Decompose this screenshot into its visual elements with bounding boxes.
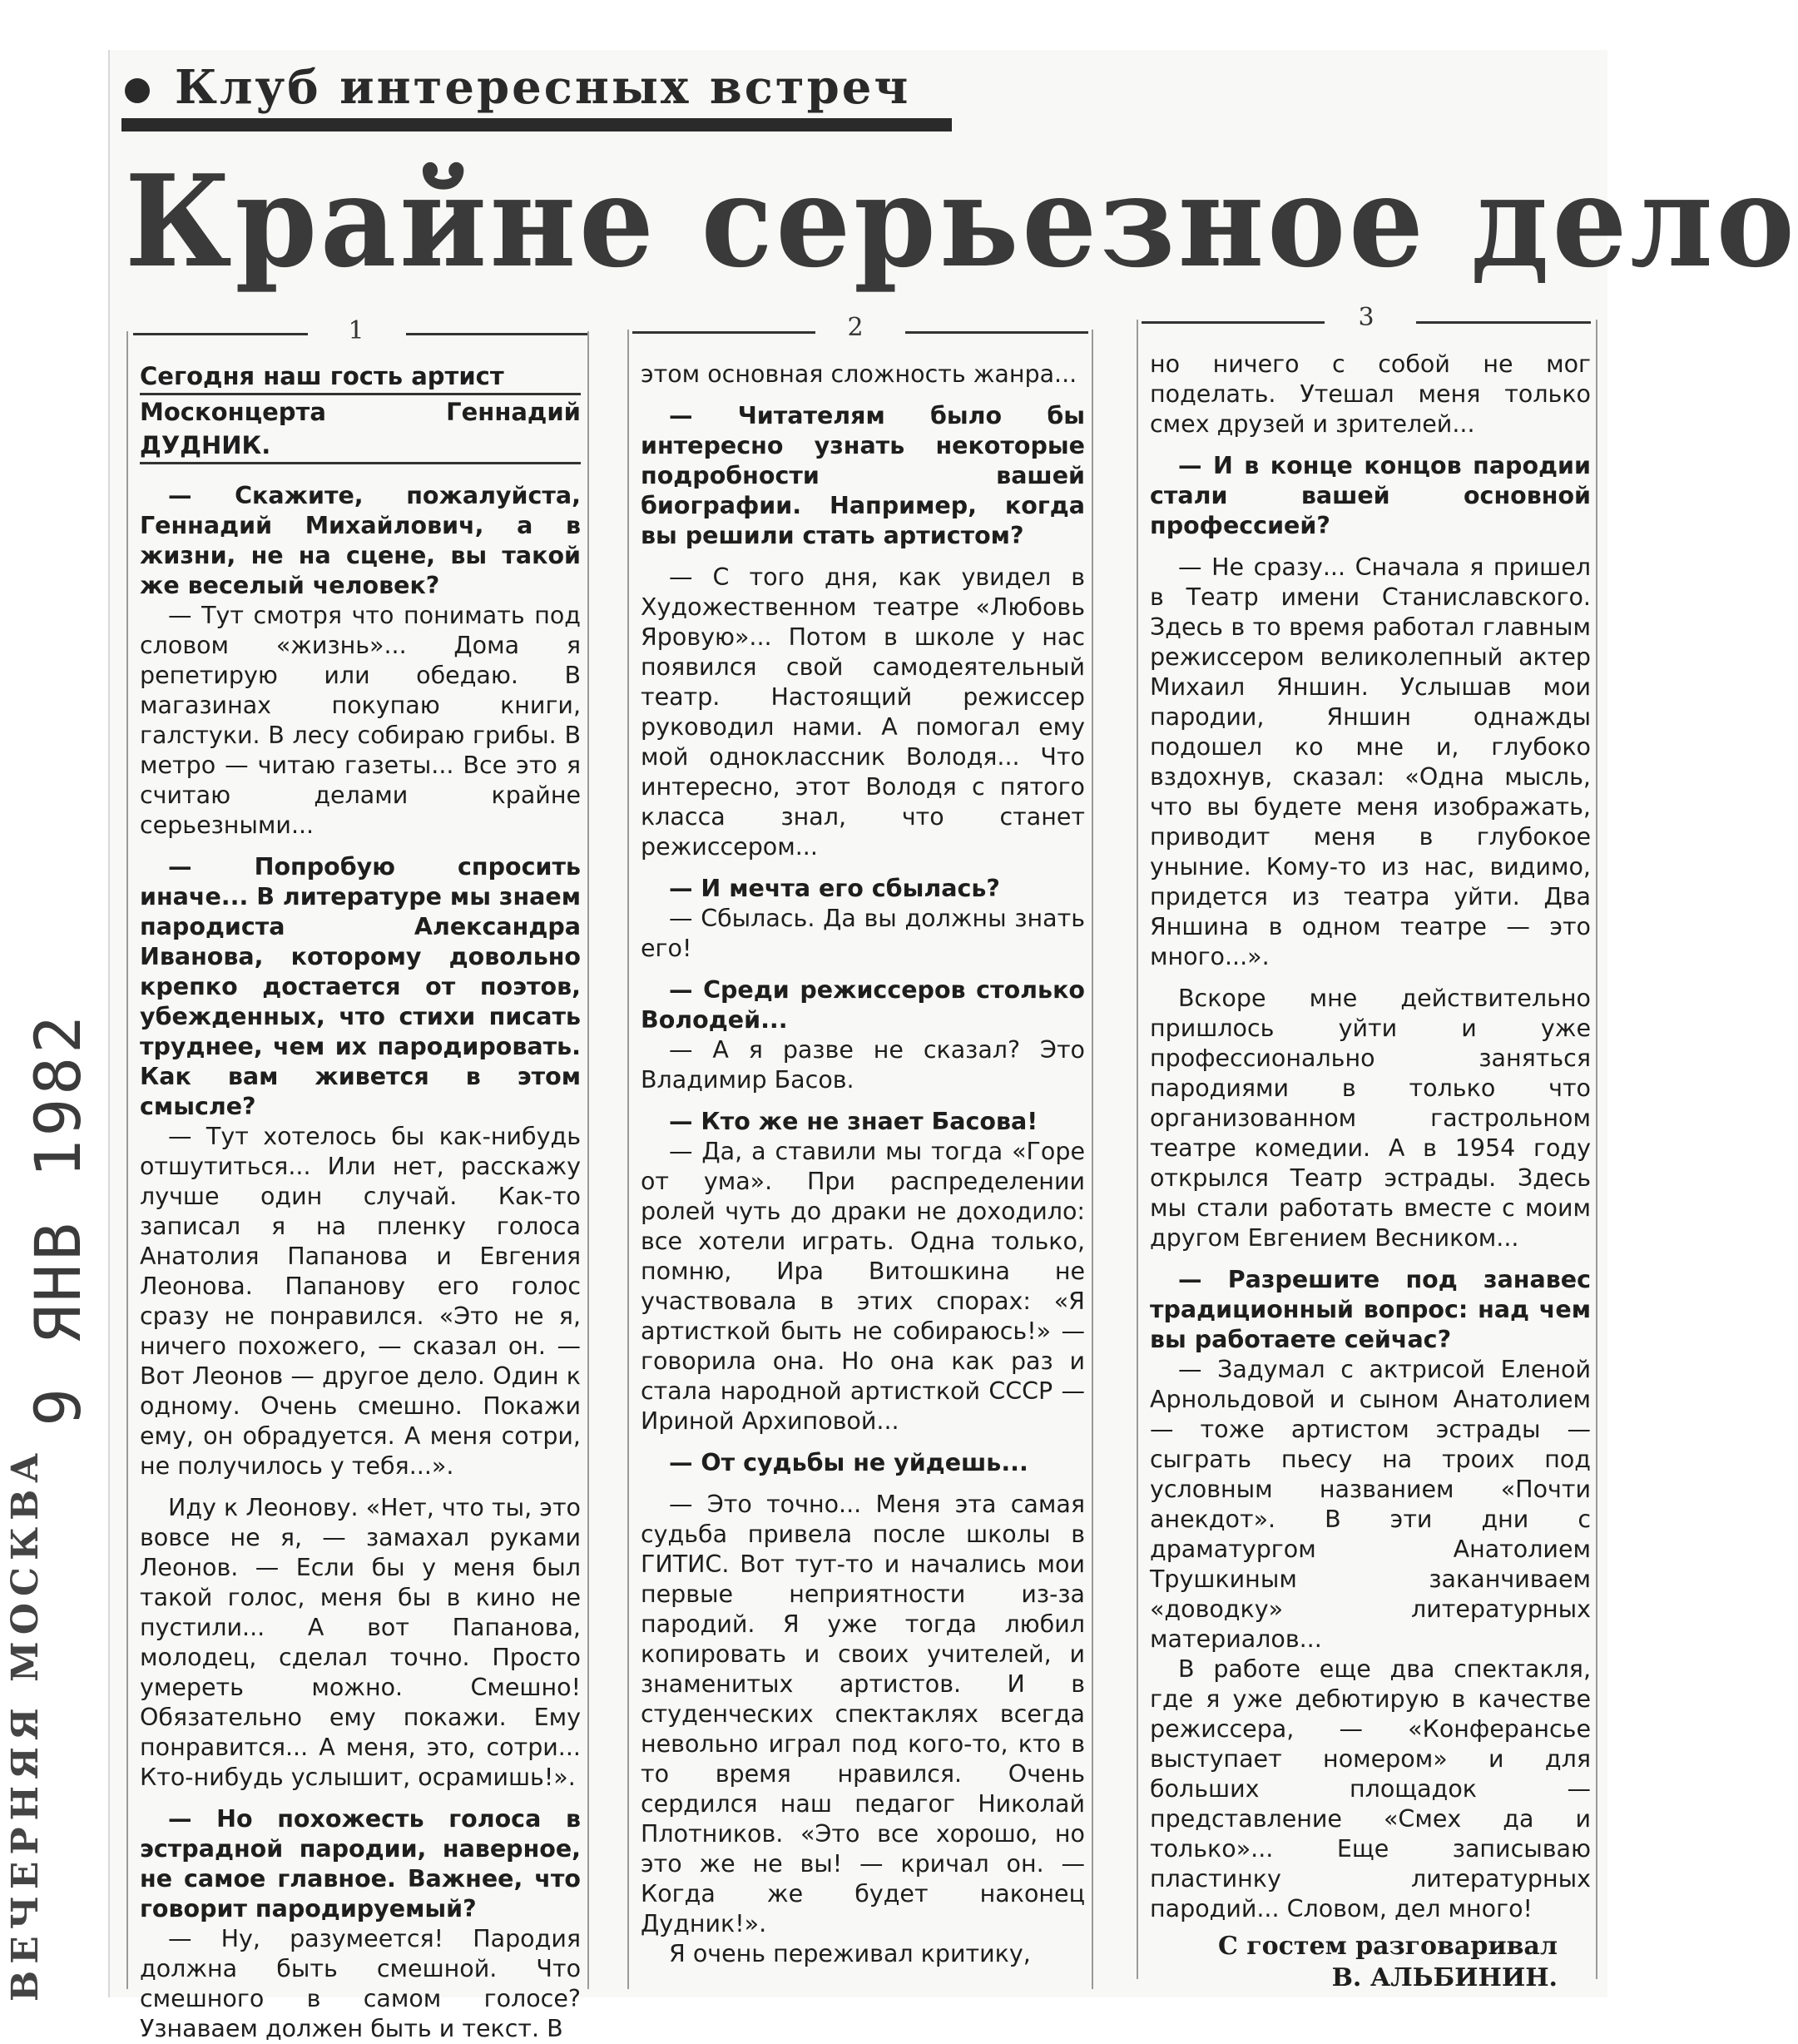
answer-paragraph: — Тут смотря что понимать под словом «жизнь»... Дома я репетирую или обедаю. В магазинах покупаю книги, галстуки. В лесу собираю грибы. В метро — читаю газеты... Все это я считаю делами крайне серьезными... [140,602,581,839]
text-paragraph: Я очень переживал критику, [669,1940,1031,1967]
rubric-underline [121,118,952,131]
question-paragraph: — Кто же не знает Басова! [669,1108,1038,1135]
lead-intro [140,360,581,464]
question-paragraph: — Скажите, пожалуйста, Геннадий Михайлович, а в жизни, не на сцене, вы такой же веселый человек? [140,482,581,599]
archive-date-stamp: 9 ЯНВ 1982 [21,1012,95,1426]
lead-line-2: Москонцерта Геннадий ДУДНИК. [140,395,581,464]
column-2-number: 2 [847,313,864,342]
article-headline: Крайне серьезное дело [125,146,1798,295]
rubric-heading [125,60,910,115]
answer-paragraph: — Сбылась. Да вы должны знать его! [641,905,1085,962]
lead-line-1: Сегодня наш гость артист [140,360,581,395]
text-paragraph: Иду к Леонову. «Нет, что ты, это вовсе не я, — замахал руками Леонов. — Если бы у меня был такой голос, меня бы в кино не пустили... А вот Папанова, молодец, сделал точно. Просто умереть можно. Смешно! Обязательно ему покажи. Ему понравится... А меня, это, сотри... Кто-нибудь услышит, осрамишь!». [140,1494,581,1791]
question-paragraph: — И мечта его сбылась? [669,875,1000,902]
answer-paragraph: — Задумал с актрисой Еленой Арнольдовой и сыном Анатолием — тоже артистом эстрады — сыграть пьесу на троих под условным названием «Почти анекдот». В эти дни с драматургом Анатолием Трушкиным заканчиваем «доводку» литературных материалов... [1150,1356,1591,1653]
rubric-text: Клуб интересных встреч [175,60,911,115]
column-2 [641,360,1085,1982]
author-signature [1150,1931,1591,1994]
answer-paragraph: — Это точно... Меня эта самая судьба привела после школы в ГИТИС. Вот тут-то и начались мои первые неприятности из-за пародий. Я уже тогда любил копировать и своих учителей, и знаменитых артистов. И в студенческих спектаклях всегда невольно играл под кого-то, кто в то время нравился. Очень сердился наш педагог Николай Плотников. «Это все хорошо, но это же не вы! — кричал он. — Когда же будет наконец Дудник!». [641,1491,1085,1937]
newspaper-name-stamp: ВЕЧЕРНЯЯ МОСКВА [4,1446,47,2002]
signature-line-2: В. АЛЬБИНИН. [1331,1963,1558,1992]
answer-paragraph: — Не сразу... Сначала я пришел в Театр имени Станиславского. Здесь в то время работал главным режиссером великолепный актер Михаил Яншин. Услышав мои пародии, Яншин однажды подошел ко мне и, глубоко вздохнув, сказал: «Одна мысль, что вы будете меня изображать, приводит меня в глубокое уныние. Кому-то из нас, видимо, придется из театра уйти. Два Яншина в одном театре — это много...». [1150,553,1591,970]
bullet-dot-icon [125,78,150,103]
column-1 [140,360,582,2042]
column-3-number: 3 [1358,303,1375,332]
question-paragraph: — Но похожесть голоса в эстрадной пародии, наверное, не самое главное. Важнее, что говорит пародируемый? [140,1805,581,1922]
answer-paragraph: — Тут хотелось бы как-нибудь отшутиться... Или нет, расскажу лучше один случай. Как-то записал я на пленку голоса Анатолия Папанова и Евгения Леонова. Папанову его голос сразу не понравился. «Это не я, ничего похожего, — сказал он. — Вот Леонов — другое дело. Один к одному. Очень смешно. Покажи ему, он обрадуется. А меня сотри, не получилось у тебя...». [140,1123,581,1480]
question-paragraph: — И в конце концов пародии стали вашей основной профессией? [1150,452,1591,539]
text-paragraph: Вскоре мне действительно пришлось уйти и уже профессионально заняться пародиями в только что организованном гастрольном театре комедии. А в 1954 году открылся Театр эстрады. Здесь мы стали работать вместе с моим другом Евгением Весником... [1150,985,1591,1252]
signature-line-1: С гостем разговаривал [1217,1932,1558,1961]
answer-paragraph: — А я разве не сказал? Это Владимир Басов. [641,1036,1085,1094]
text-paragraph: этом основная сложность жанра... [641,360,1077,388]
question-paragraph: — Читателям было бы интересно узнать некоторые подробности вашей биографии. Например, когда вы решили стать артистом? [641,402,1085,549]
text-paragraph: но ничего с собой не мог поделать. Утешал меня только смех друзей и зрителей... [1150,350,1591,438]
column-1-number: 1 [348,316,364,345]
answer-paragraph: — Да, а ставили мы тогда «Горе от ума». При распределении ролей чуть до драки не доходило: все хотели играть. Одна только, помню, Ира Витошкина не участвовала в этих спорах: «Я артисткой быть не собираюсь!» — говорила она. Но она как раз и стала народной артисткой СССР — Ириной Архиповой... [641,1138,1085,1435]
question-paragraph: — Попробую спросить иначе... В литературе мы знаем пародиста Александра Иванова, которому довольно крепко достается от поэтов, убежденных, что стихи писать труднее, чем их пародировать. Как вам живется в этом смысле? [140,853,582,1120]
text-paragraph: В работе еще два спектакля, где я уже дебютирую в качестве режиссера, — «Конферансье выступает номером» и для больших площадок — представление «Смех да и только»... Еще записываю пластинку литературных пародий... Словом, дел много! [1150,1655,1591,1922]
question-paragraph: — От судьбы не уйдешь... [669,1449,1028,1476]
question-paragraph: — Среди режиссеров столько Володей... [641,976,1085,1034]
answer-paragraph: — Ну, разумеется! Пародия должна быть смешной. Что смешного в самом голосе? Узнаваем должен быть и текст. В [140,1925,581,2042]
answer-paragraph: — С того дня, как увидел в Художественном театре «Любовь Яровую»... Потом в школе у нас появился свой самодеятельный театр. Настоящий режиссер руководил нами. А помогал ему мой одноклассник Володя... Что интересно, этот Володя с пятого класса знал, что станет режиссером... [641,563,1085,861]
column-3 [1150,350,1591,1992]
question-paragraph: — Разрешите под занавес традиционный вопрос: над чем вы работаете сейчас? [1150,1266,1591,1353]
